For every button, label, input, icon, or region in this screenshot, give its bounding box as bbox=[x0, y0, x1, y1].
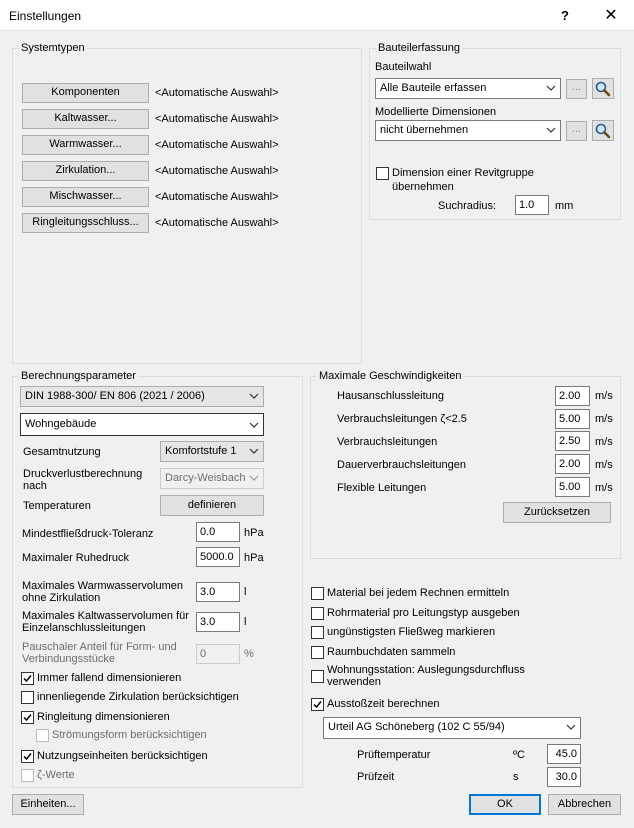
kaltwasservolumen-unit: l bbox=[244, 616, 247, 628]
bauteilwahl-label: Bauteilwahl bbox=[375, 61, 432, 73]
ausstoss-checkbox[interactable] bbox=[311, 697, 440, 711]
warmwasservolumen-unit: l bbox=[244, 586, 247, 598]
gesamtnutzung-label: Gesamtnutzung bbox=[23, 446, 101, 458]
fliessweg-label: ungünstigsten Fließweg markieren bbox=[327, 626, 496, 638]
bauteilerfassung-legend: Bauteilerfassung bbox=[378, 42, 460, 54]
close-button[interactable]: ✕ bbox=[604, 7, 618, 24]
material-checkbox[interactable] bbox=[311, 586, 509, 600]
chevron-down-icon bbox=[566, 721, 576, 733]
checkbox-box bbox=[21, 769, 34, 782]
checkbox-box bbox=[36, 729, 49, 742]
pruefzeit-label: Prüfzeit bbox=[357, 771, 395, 783]
ringleitung-label: Ringleitung dimensionieren bbox=[37, 711, 170, 723]
norm-select[interactable] bbox=[20, 386, 264, 407]
verbrauch-label: Verbrauchsleitungen bbox=[337, 436, 438, 448]
checkmark-icon bbox=[22, 751, 33, 762]
dimensionen-dots-button[interactable]: ... bbox=[566, 121, 587, 141]
fallend-checkbox[interactable] bbox=[21, 671, 181, 685]
chevron-down-icon bbox=[546, 124, 556, 136]
title-bar bbox=[0, 0, 634, 31]
zeta-checkbox[interactable] bbox=[21, 768, 75, 782]
fallend-label: Immer fallend dimensionieren bbox=[37, 672, 182, 684]
kaltwasser-button[interactable]: Kaltwasser... bbox=[22, 109, 149, 129]
kaltwasservolumen-input[interactable] bbox=[196, 612, 240, 632]
mindest-unit: hPa bbox=[244, 527, 264, 539]
magnifier-icon bbox=[594, 122, 612, 140]
raumbuch-label: Raumbuchdaten sammeln bbox=[327, 646, 456, 658]
checkbox-box bbox=[311, 670, 324, 683]
pruefzeit-unit: s bbox=[513, 771, 519, 783]
geschwindigkeiten-legend: Maximale Geschwindigkeiten bbox=[319, 370, 462, 382]
warmwasservolumen-label: Maximales Warmwasservolumen ohne Zirkulation bbox=[22, 580, 183, 604]
prueftemperatur-input[interactable] bbox=[547, 744, 581, 764]
kaltwasservolumen-field[interactable] bbox=[197, 613, 239, 631]
stroemung-checkbox[interactable] bbox=[36, 728, 207, 742]
mindest-input[interactable] bbox=[196, 522, 240, 542]
zuruecksetzen-button[interactable]: Zurücksetzen bbox=[503, 502, 611, 523]
dimensionen-label: Modellierte Dimensionen bbox=[375, 106, 497, 118]
prueftemperatur-label: Prüftemperatur bbox=[357, 749, 431, 761]
innenliegend-label: innenliegende Zirkulation berücksichtigen bbox=[37, 691, 239, 703]
gesamtnutzung-value: Komfortstufe 1 bbox=[165, 445, 237, 457]
norm-value: DIN 1988-300/ EN 806 (2021 / 2006) bbox=[25, 390, 205, 402]
druckverlust-select[interactable] bbox=[160, 468, 264, 489]
berechnungsparameter-legend: Berechnungsparameter bbox=[21, 370, 136, 382]
hausanschluss-label: Hausanschlussleitung bbox=[337, 390, 445, 402]
chevron-down-icon bbox=[249, 445, 259, 457]
verbrauch-input[interactable] bbox=[555, 431, 590, 451]
verbrauch-zeta-label: Verbrauchsleitungen ζ<2.5 bbox=[337, 413, 467, 425]
flexibel-field[interactable] bbox=[556, 478, 589, 496]
pauschal-unit: % bbox=[244, 648, 254, 660]
checkbox-box bbox=[21, 750, 34, 763]
dimensionen-search-button[interactable] bbox=[592, 120, 614, 141]
revitgruppe-label: Dimension einer Revitgruppe übernehmen bbox=[392, 167, 534, 193]
bauteilwahl-dots-button[interactable]: ... bbox=[566, 79, 587, 99]
checkmark-icon bbox=[22, 673, 33, 684]
chevron-down-icon bbox=[249, 419, 259, 431]
dimensionen-value: nicht übernehmen bbox=[380, 124, 469, 136]
suchradius-unit: mm bbox=[555, 200, 574, 212]
hausanschluss-field[interactable] bbox=[556, 387, 589, 405]
hausanschluss-input[interactable] bbox=[555, 386, 590, 406]
flexibel-label: Flexible Leitungen bbox=[337, 482, 427, 494]
stroemung-label: Strömungsform berücksichtigen bbox=[52, 729, 207, 741]
checkbox-box bbox=[311, 587, 324, 600]
fliessweg-checkbox[interactable] bbox=[311, 625, 495, 639]
dauerverbrauch-input[interactable] bbox=[555, 454, 590, 474]
nutzung-checkbox[interactable] bbox=[21, 749, 208, 763]
bauteilwahl-search-button[interactable] bbox=[592, 78, 614, 99]
ringleitungsschluss-button[interactable]: Ringleitungsschluss... bbox=[22, 213, 149, 233]
pruefzeit-field[interactable] bbox=[548, 768, 580, 786]
verbrauch-field[interactable] bbox=[556, 432, 589, 450]
komponenten-value: <Automatische Auswahl> bbox=[155, 87, 279, 99]
abbrechen-button[interactable]: Abbrechen bbox=[548, 794, 621, 815]
pruefzeit-input[interactable] bbox=[547, 767, 581, 787]
systemtypen-legend: Systemtypen bbox=[21, 42, 85, 54]
ringleitungsschluss-value: <Automatische Auswahl> bbox=[155, 217, 279, 229]
chevron-down-icon bbox=[249, 472, 259, 484]
ruhedruck-field[interactable] bbox=[197, 548, 239, 566]
zirkulation-button[interactable]: Zirkulation... bbox=[22, 161, 149, 181]
bauteilwahl-select[interactable] bbox=[375, 78, 561, 99]
mischwasser-button[interactable]: Mischwasser... bbox=[22, 187, 149, 207]
dauerverbrauch-field[interactable] bbox=[556, 455, 589, 473]
checkbox-box bbox=[311, 607, 324, 620]
gebaeude-select[interactable] bbox=[20, 413, 264, 436]
warmwasservolumen-field[interactable] bbox=[197, 583, 239, 601]
druckverlust-label: Druckverlustberechnung nach bbox=[23, 468, 143, 492]
prueftemperatur-field[interactable] bbox=[548, 745, 580, 763]
innenliegend-checkbox[interactable] bbox=[21, 690, 239, 704]
help-button[interactable]: ? bbox=[561, 8, 569, 23]
temperaturen-definieren-button[interactable]: definieren bbox=[160, 495, 264, 516]
kaltwasser-value: <Automatische Auswahl> bbox=[155, 113, 279, 125]
urteil-select[interactable] bbox=[323, 717, 581, 739]
nutzung-label: Nutzungseinheiten berücksichtigen bbox=[37, 750, 208, 762]
suchradius-input[interactable] bbox=[515, 195, 549, 215]
ruhedruck-unit: hPa bbox=[244, 552, 264, 564]
pauschal-input[interactable] bbox=[196, 644, 240, 664]
verbrauch-zeta-field[interactable] bbox=[556, 410, 589, 428]
flexibel-input[interactable] bbox=[555, 477, 590, 497]
bauteilwahl-value: Alle Bauteile erfassen bbox=[380, 82, 487, 94]
druckverlust-value: Darcy-Weisbach bbox=[165, 472, 246, 484]
revitgruppe-checkbox[interactable] bbox=[376, 166, 534, 194]
verbrauch-zeta-input[interactable] bbox=[555, 409, 590, 429]
suchradius-field[interactable] bbox=[516, 196, 548, 214]
raumbuch-checkbox[interactable] bbox=[311, 645, 455, 659]
window-title: Einstellungen bbox=[9, 9, 82, 23]
warmwasser-value: <Automatische Auswahl> bbox=[155, 139, 279, 151]
suchradius-label: Suchradius: bbox=[438, 200, 497, 212]
warmwasser-button[interactable]: Warmwasser... bbox=[22, 135, 149, 155]
kaltwasservolumen-label: Maximales Kaltwasservolumen für Einzelanschlussleitungen bbox=[22, 610, 189, 634]
dauerverbrauch-label: Dauerverbrauchsleitungen bbox=[337, 459, 467, 471]
urteil-value: Urteil AG Schöneberg (102 C 55/94) bbox=[328, 721, 505, 733]
material-label: Material bei jedem Rechnen ermitteln bbox=[327, 587, 510, 599]
wohnungsstation-checkbox[interactable] bbox=[311, 664, 525, 688]
pauschal-field[interactable] bbox=[197, 645, 239, 663]
magnifier-icon bbox=[594, 80, 612, 98]
checkbox-box bbox=[21, 672, 34, 685]
hausanschluss-unit: m/s bbox=[595, 390, 613, 402]
flexibel-unit: m/s bbox=[595, 482, 613, 494]
ruhedruck-label: Maximaler Ruhedruck bbox=[22, 552, 129, 564]
dimensionen-select[interactable] bbox=[375, 120, 561, 141]
warmwasservolumen-input[interactable] bbox=[196, 582, 240, 602]
checkbox-box bbox=[311, 698, 324, 711]
verbrauch-unit: m/s bbox=[595, 436, 613, 448]
checkbox-box bbox=[311, 646, 324, 659]
zeta-label: ζ-Werte bbox=[37, 769, 75, 781]
dauerverbrauch-unit: m/s bbox=[595, 459, 613, 471]
komponenten-button[interactable]: Komponenten bbox=[22, 83, 149, 103]
zirkulation-value: <Automatische Auswahl> bbox=[155, 165, 279, 177]
checkbox-box bbox=[21, 711, 34, 724]
ruhedruck-input[interactable] bbox=[196, 547, 240, 567]
checkmark-icon bbox=[312, 699, 323, 710]
ausstoss-label: Ausstoßzeit berechnen bbox=[327, 698, 440, 710]
checkbox-box bbox=[376, 167, 389, 180]
chevron-down-icon bbox=[546, 82, 556, 94]
rohrmaterial-checkbox[interactable] bbox=[311, 606, 520, 620]
gesamtnutzung-select[interactable] bbox=[160, 441, 264, 462]
prueftemperatur-unit: ºC bbox=[513, 749, 525, 761]
rohrmaterial-label: Rohrmaterial pro Leitungstyp ausgeben bbox=[327, 607, 520, 619]
mindest-field[interactable] bbox=[197, 523, 239, 541]
mindest-label: Mindestfließdruck-Toleranz bbox=[22, 528, 154, 540]
mischwasser-value: <Automatische Auswahl> bbox=[155, 191, 279, 203]
ringleitung-checkbox[interactable] bbox=[21, 710, 170, 724]
verbrauch-zeta-unit: m/s bbox=[595, 413, 613, 425]
temperaturen-label: Temperaturen bbox=[23, 500, 91, 512]
wohnungsstation-label: Wohnungsstation: Auslegungsdurchfluss verwenden bbox=[327, 664, 525, 688]
checkmark-icon bbox=[22, 712, 33, 723]
pauschal-label: Pauschaler Anteil für Form- und Verbindungsstücke bbox=[22, 641, 177, 665]
ok-button[interactable]: OK bbox=[469, 794, 541, 815]
chevron-down-icon bbox=[249, 390, 259, 402]
checkbox-box bbox=[21, 691, 34, 704]
checkbox-box bbox=[311, 626, 324, 639]
einheiten-button[interactable]: Einheiten... bbox=[12, 794, 84, 815]
gebaeude-value: Wohngebäude bbox=[25, 418, 97, 430]
